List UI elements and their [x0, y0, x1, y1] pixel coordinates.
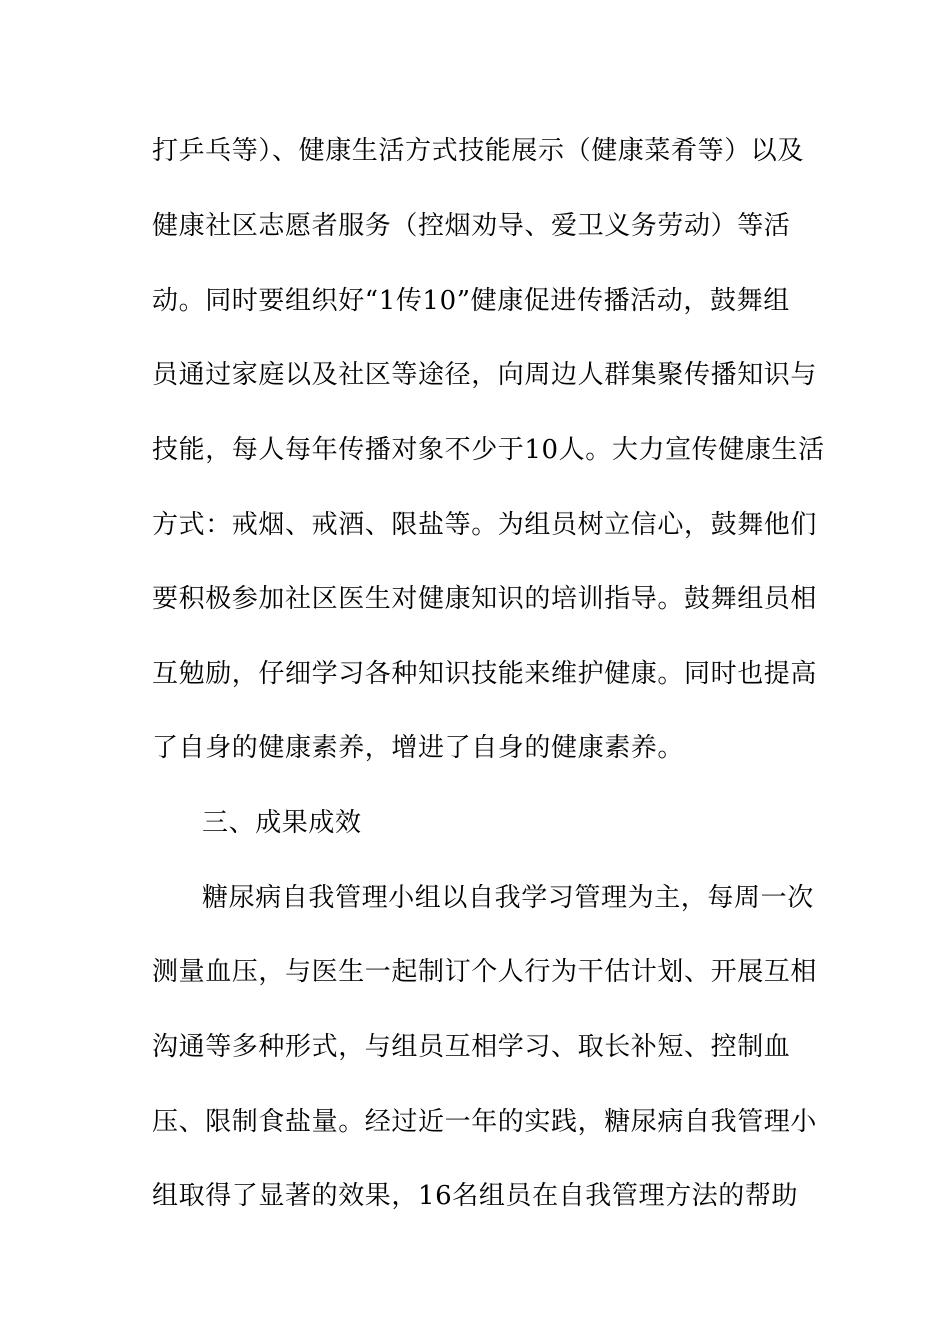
paragraph-line: 技能，每人每年传播对象不少于10人。大力宣传健康生活 — [152, 435, 825, 465]
paragraph-line: 沟通等多种形式，与组员互相学习、取长补短、控制血 — [152, 1032, 791, 1062]
paragraph-line: 了自身的健康素养，增进了自身的健康素养。 — [152, 733, 685, 763]
paragraph-line: 方式：戒烟、戒酒、限盐等。为组员树立信心，鼓舞他们 — [152, 510, 818, 540]
paragraph-line: 糖尿病自我管理小组以自我学习管理为主，每周一次 — [202, 883, 814, 913]
paragraph-line: 互勉励，仔细学习各种知识技能来维护健康。同时也提高 — [152, 659, 818, 689]
paragraph-line: 测量血压，与医生一起制订个人行为干估计划、开展互相 — [152, 957, 818, 987]
section-heading: 三、成果成效 — [202, 808, 362, 838]
paragraph-line: 要积极参加社区医生对健康知识的培训指导。鼓舞组员相 — [152, 584, 818, 614]
paragraph-line: 动。同时要组织好“1传10”健康促进传播活动，鼓舞组 — [152, 286, 790, 316]
paragraph-line: 健康社区志愿者服务（控烟劝导、爱卫义务劳动）等活 — [152, 211, 791, 241]
paragraph-line: 员通过家庭以及社区等途径，向周边人群集聚传播知识与 — [152, 360, 818, 390]
paragraph-line: 打乒乓等）、健康生活方式技能展示（健康菜肴等）以及 — [152, 136, 805, 166]
paragraph-line: 压、限制食盐量。经过近一年的实践，糖尿病自我管理小 — [152, 1107, 818, 1137]
paragraph-line: 组取得了显著的效果，16名组员在自我管理方法的帮助 — [152, 1181, 799, 1211]
